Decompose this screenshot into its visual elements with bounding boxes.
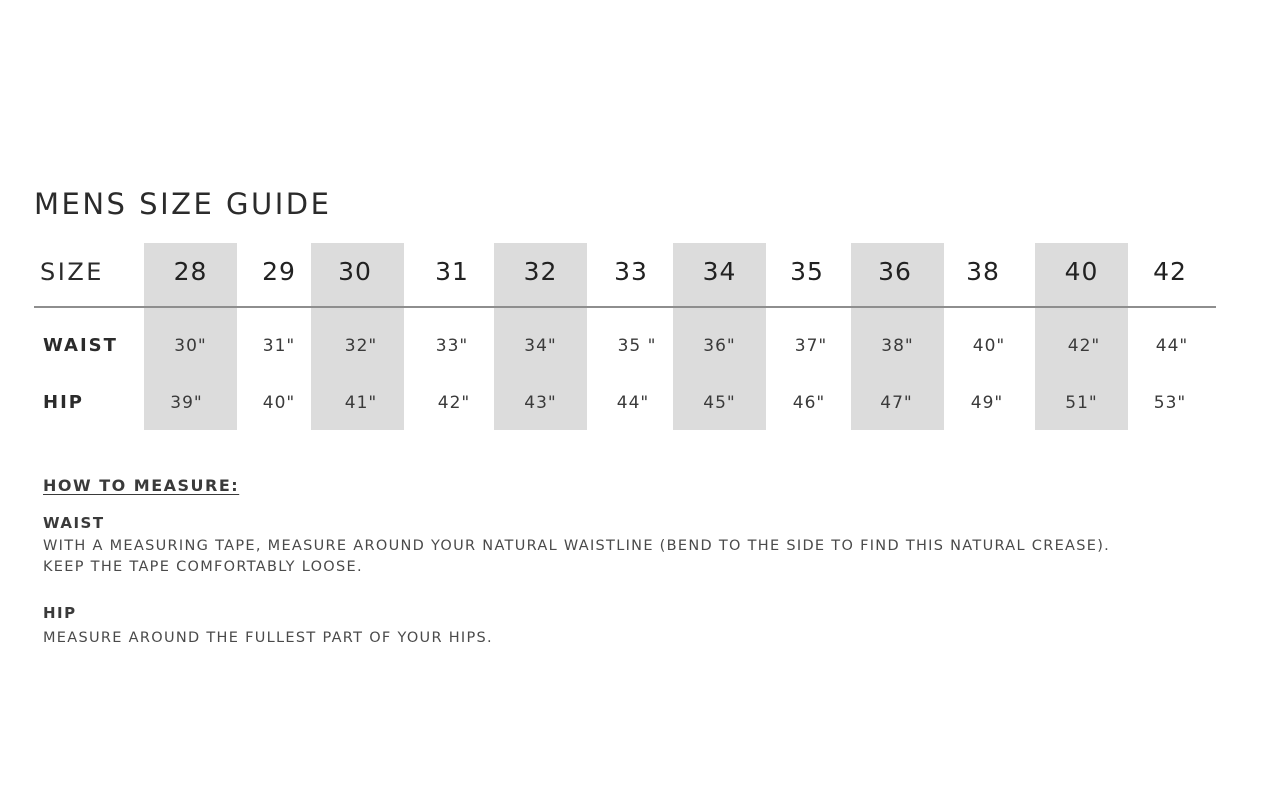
size-header-cell: 38 [966, 257, 1000, 286]
waist-cell: 44" [1155, 336, 1189, 356]
hip-cell: 47" [880, 393, 913, 413]
size-header-cell: 40 [1064, 257, 1099, 286]
hip-cell: 44" [616, 393, 650, 413]
how-to-measure-heading: HOW TO MEASURE: [43, 476, 240, 495]
waist-cell: 30" [174, 336, 207, 356]
hip-row-label: HIP [43, 392, 84, 413]
waist-cell: 36" [703, 336, 736, 356]
size-header-cell: 34 [702, 257, 737, 286]
waist-instructions-heading: WAIST [43, 514, 105, 532]
waist-cell: 35 " [617, 336, 657, 356]
hip-cell: 40" [262, 393, 296, 413]
size-header-cell: 42 [1153, 257, 1187, 286]
waist-cell: 34" [524, 336, 557, 356]
waist-cell: 32" [344, 336, 378, 356]
size-header-cell: 31 [435, 257, 469, 286]
size-header-cell: 36 [878, 257, 912, 286]
page-title: MENS SIZE GUIDE [34, 187, 332, 222]
size-header-cell: 28 [173, 257, 208, 286]
hip-cell: 39" [170, 393, 203, 413]
hip-instructions-line: MEASURE AROUND THE FULLEST PART OF YOUR HIPS. [43, 630, 493, 646]
waist-cell: 40" [972, 336, 1006, 356]
hip-cell: 53" [1153, 393, 1187, 413]
size-header-cell: 29 [262, 257, 296, 286]
waist-instructions-line: KEEP THE TAPE COMFORTABLY LOOSE. [43, 559, 363, 575]
size-header-cell: 32 [523, 257, 558, 286]
waist-row-label: WAIST [43, 335, 118, 356]
size-header-cell: 30 [338, 257, 372, 286]
size-row-label: SIZE [40, 258, 104, 286]
size-header-cell: 33 [614, 257, 648, 286]
hip-cell: 49" [970, 393, 1004, 413]
hip-instructions-heading: HIP [43, 604, 77, 622]
hip-cell: 45" [703, 393, 736, 413]
waist-cell: 33" [435, 336, 469, 356]
hip-cell: 46" [792, 393, 826, 413]
hip-cell: 43" [524, 393, 557, 413]
header-divider [34, 306, 1216, 308]
size-header-cell: 35 [790, 257, 824, 286]
waist-instructions-line: WITH A MEASURING TAPE, MEASURE AROUND YOUR NATURAL WAISTLINE (BEND TO THE SIDE TO FIND THIS NATURAL CREASE). [43, 538, 1111, 554]
hip-cell: 42" [437, 393, 471, 413]
waist-cell: 38" [881, 336, 914, 356]
waist-cell: 37" [794, 336, 828, 356]
hip-cell: 51" [1065, 393, 1098, 413]
waist-cell: 42" [1067, 336, 1101, 356]
waist-cell: 31" [262, 336, 296, 356]
hip-cell: 41" [344, 393, 378, 413]
